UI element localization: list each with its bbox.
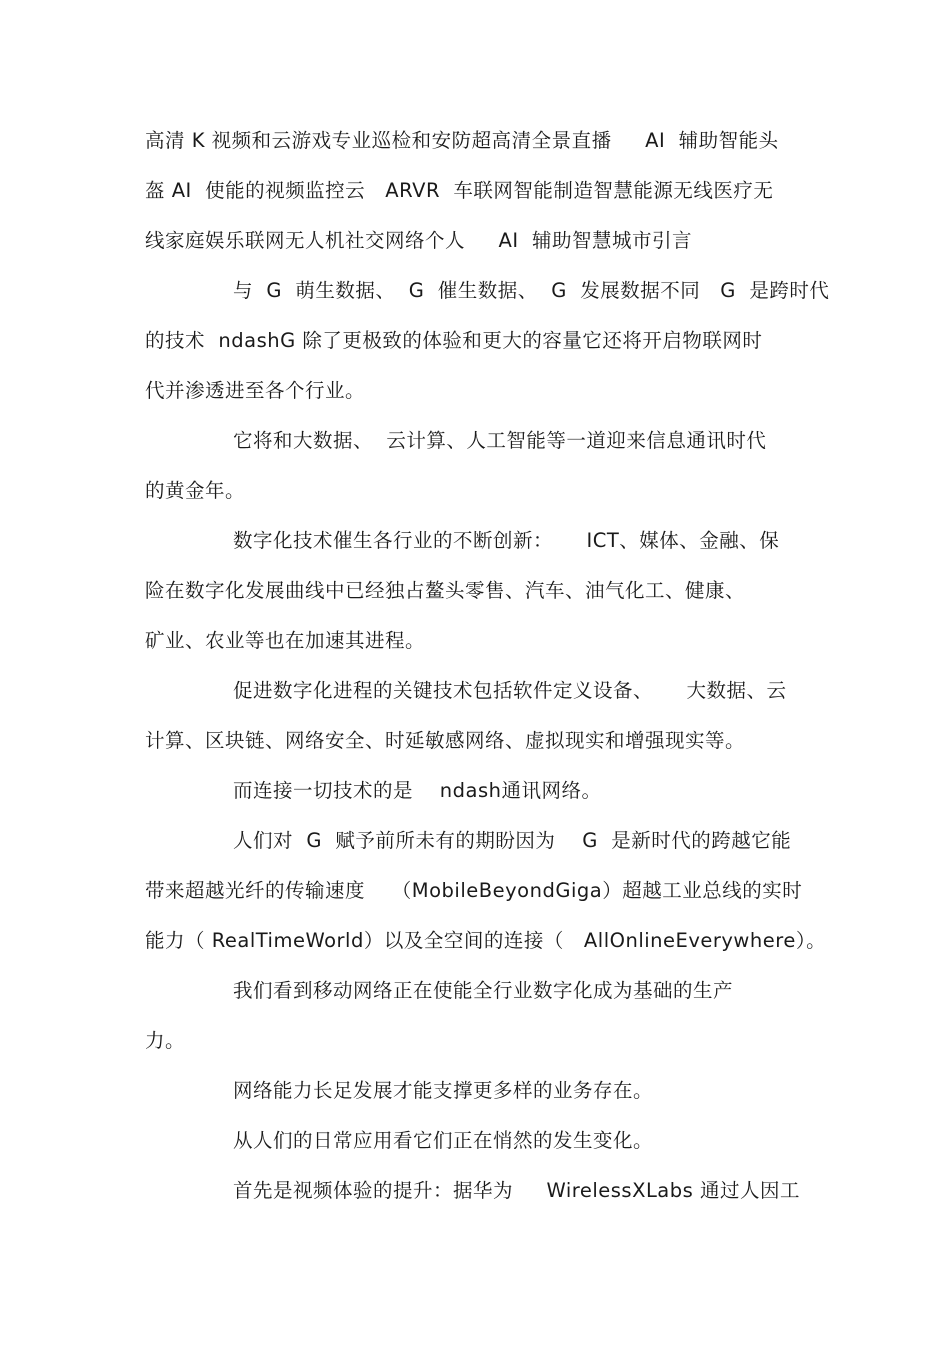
text-line: 高清 K 视频和云游戏专业巡检和安防超高清全景直播 AI 辅助智能头 [145, 129, 779, 152]
text-line: 线家庭娱乐联网无人机社交网络个人 AI 辅助智慧城市引言 [145, 229, 692, 252]
paragraph-start-line: 而连接一切技术的是 ndash通讯网络。 [233, 779, 602, 802]
text-line: 代并渗透进至各个行业。 [145, 379, 366, 402]
paragraph-start-line: 从人们的日常应用看它们正在悄然的发生变化。 [233, 1129, 654, 1152]
text-line: 能力（ RealTimeWorld）以及全空间的连接（ AllOnlineEverywhere）。 [145, 929, 827, 952]
paragraph-start-line: 首先是视频体验的提升：据华为 WirelessXLabs 通过人因工 [233, 1179, 800, 1202]
paragraph-start-line: 与 G 萌生数据、 G 催生数据、 G 发展数据不同 G 是跨时代 [233, 279, 830, 302]
text-line: 险在数字化发展曲线中已经独占鳌头零售、汽车、油气化工、健康、 [145, 579, 746, 602]
paragraph-start-line: 我们看到移动网络正在使能全行业数字化成为基础的生产 [233, 979, 734, 1002]
text-line: 计算、区块链、网络安全、时延敏感网络、虚拟现实和增强现实等。 [145, 729, 746, 752]
paragraph-start-line: 网络能力长足发展才能支撑更多样的业务存在。 [233, 1079, 654, 1102]
text-line: 矿业、农业等也在加速其进程。 [145, 629, 426, 652]
paragraph-start-line: 数字化技术催生各行业的不断创新： ICT、媒体、金融、保 [233, 529, 780, 552]
paragraph-start-line: 促进数字化进程的关键技术包括软件定义设备、 大数据、云 [233, 679, 787, 702]
text-line: 带来超越光纤的传输速度 （MobileBeyondGiga）超越工业总线的实时 [145, 879, 803, 902]
paragraph-start-line: 它将和大数据、 云计算、人工智能等一道迎来信息通讯时代 [233, 429, 767, 452]
text-line: 的黄金年。 [145, 479, 246, 502]
text-line: 盔 AI 使能的视频监控云 ARVR 车联网智能制造智慧能源无线医疗无 [145, 179, 774, 202]
text-line: 力。 [145, 1029, 186, 1052]
text-line: 的技术 ndashG 除了更极致的体验和更大的容量它还将开启物联网时 [145, 329, 763, 352]
paragraph-start-line: 人们对 G 赋予前所未有的期盼因为 G 是新时代的跨越它能 [233, 829, 792, 852]
